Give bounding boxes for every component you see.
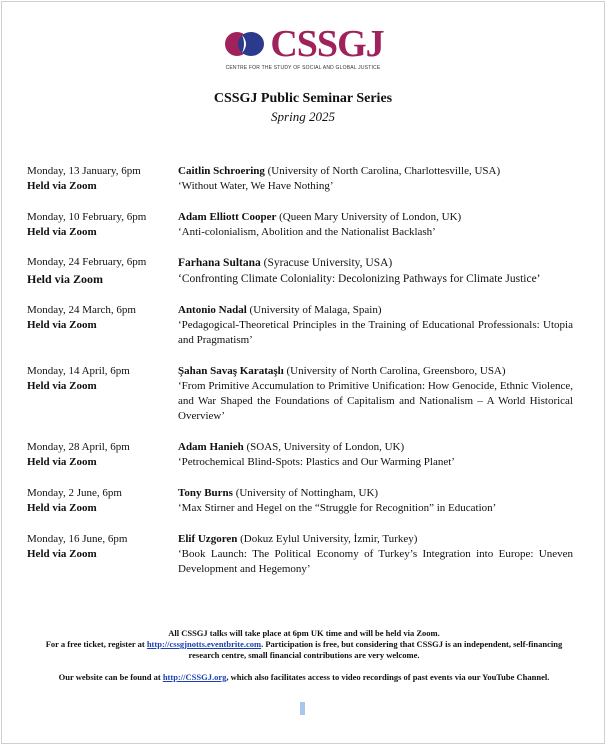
event-affiliation: (Queen Mary University of London, UK) bbox=[276, 211, 462, 223]
event-date: Monday, 14 April, 6pm bbox=[27, 365, 130, 377]
event-speaker: Şahan Savaş Karataşlı bbox=[178, 365, 284, 377]
footer-text: . Participation is free, but considering that CSSGJ is an independent, self-financing research centre, small financial contributions are very welcome. bbox=[188, 639, 563, 660]
event-talk-title: ‘Pedagogical-Theoretical Principles in the Training of Educational Professionals: Utopia and Pragmatism’ bbox=[178, 319, 573, 346]
event-date: Monday, 10 February, 6pm bbox=[27, 211, 147, 223]
event-affiliation: (Syracuse University, USA) bbox=[260, 257, 393, 269]
website-link[interactable]: http://CSSGJ.org bbox=[162, 672, 227, 682]
event-item bbox=[27, 164, 573, 194]
event-item bbox=[27, 364, 573, 424]
event-item bbox=[27, 255, 573, 287]
event-date: Monday, 13 January, 6pm bbox=[27, 165, 141, 177]
event-date: Monday, 2 June, 6pm bbox=[27, 487, 122, 499]
event-item bbox=[27, 486, 573, 516]
document-page bbox=[1, 1, 605, 744]
footer-line-zoom: All CSSGJ talks will take place at 6pm UK time and will be held via Zoom. bbox=[168, 628, 440, 638]
event-speaker: Antonio Nadal bbox=[178, 304, 247, 316]
event-speaker: Adam Elliott Cooper bbox=[178, 211, 277, 223]
eventbrite-link[interactable]: http://cssgjnotts.eventbrite.com bbox=[146, 639, 262, 649]
logo-mark-icon bbox=[222, 29, 268, 59]
event-venue: Held via Zoom bbox=[27, 319, 97, 331]
event-speaker: Farhana Sultana bbox=[178, 257, 261, 269]
footer-line-tickets bbox=[30, 639, 578, 661]
event-item bbox=[27, 303, 573, 348]
event-item bbox=[27, 440, 573, 470]
event-affiliation: (University of Nottingham, UK) bbox=[232, 487, 379, 499]
footer-line-website bbox=[30, 672, 578, 683]
logo-text: CSSGJ bbox=[270, 23, 384, 65]
logo bbox=[2, 23, 604, 71]
event-item bbox=[27, 210, 573, 240]
event-affiliation: (SOAS, University of London, UK) bbox=[243, 441, 405, 453]
event-talk-title: ‘Petrochemical Blind-Spots: Plastics and Our Warming Planet’ bbox=[178, 456, 455, 468]
event-date: Monday, 24 February, 6pm bbox=[27, 256, 147, 268]
event-talk-title: ‘Anti-colonialism, Abolition and the Nationalist Backlash’ bbox=[178, 226, 436, 238]
footer-text: , which also facilitates access to video recordings of past events via our YouTube Channel. bbox=[226, 672, 550, 682]
event-speaker: Tony Burns bbox=[178, 487, 233, 499]
event-venue: Held via Zoom bbox=[27, 380, 97, 392]
event-venue: Held via Zoom bbox=[27, 180, 97, 192]
event-venue: Held via Zoom bbox=[27, 272, 104, 286]
event-affiliation: (University of Malaga, Spain) bbox=[246, 304, 382, 316]
event-item bbox=[27, 532, 573, 577]
event-affiliation: (Dokuz Eylul University, İzmir, Turkey) bbox=[237, 533, 418, 545]
event-speaker: Adam Hanieh bbox=[178, 441, 244, 453]
event-venue: Held via Zoom bbox=[27, 456, 97, 468]
event-affiliation: (University of North Carolina, Charlottesville, USA) bbox=[264, 165, 501, 177]
event-affiliation: (University of North Carolina, Greensboro, USA) bbox=[283, 365, 506, 377]
event-venue: Held via Zoom bbox=[27, 226, 97, 238]
logo-tagline: CENTRE FOR THE STUDY OF SOCIAL AND GLOBAL JUSTICE bbox=[225, 65, 381, 71]
event-date: Monday, 16 June, 6pm bbox=[27, 533, 128, 545]
event-venue: Held via Zoom bbox=[27, 502, 97, 514]
page-subtitle: Spring 2025 bbox=[271, 109, 335, 124]
footer-notes bbox=[30, 628, 578, 683]
event-talk-title: ‘Book Launch: The Political Economy of Turkey’s Integration into Europe: Uneven Development and Hegemony’ bbox=[178, 548, 573, 575]
event-list bbox=[27, 164, 573, 577]
footer-text: For a free ticket, register at bbox=[45, 639, 147, 649]
event-talk-title: ‘Confronting Climate Coloniality: Decolonizing Pathways for Climate Justice’ bbox=[178, 273, 541, 285]
event-talk-title: ‘Max Stirner and Hegel on the “Struggle for Recognition” in Education’ bbox=[178, 502, 497, 514]
event-talk-title: ‘From Primitive Accumulation to Primitive Unification: How Genocide, Ethnic Violence, and War Shaped the Foundations of Capitalism and Nationalism – A World Historical Overview’ bbox=[178, 380, 573, 422]
footer-text: Our website can be found at bbox=[58, 672, 163, 682]
event-talk-title: ‘Without Water, We Have Nothing’ bbox=[178, 180, 334, 192]
text-cursor bbox=[300, 702, 305, 715]
event-speaker: Caitlin Schroering bbox=[178, 165, 265, 177]
event-speaker: Elif Uzgoren bbox=[178, 533, 238, 545]
event-venue: Held via Zoom bbox=[27, 548, 97, 560]
page-title: CSSGJ Public Seminar Series bbox=[213, 91, 393, 106]
event-date: Monday, 24 March, 6pm bbox=[27, 304, 136, 316]
event-date: Monday, 28 April, 6pm bbox=[27, 441, 130, 453]
